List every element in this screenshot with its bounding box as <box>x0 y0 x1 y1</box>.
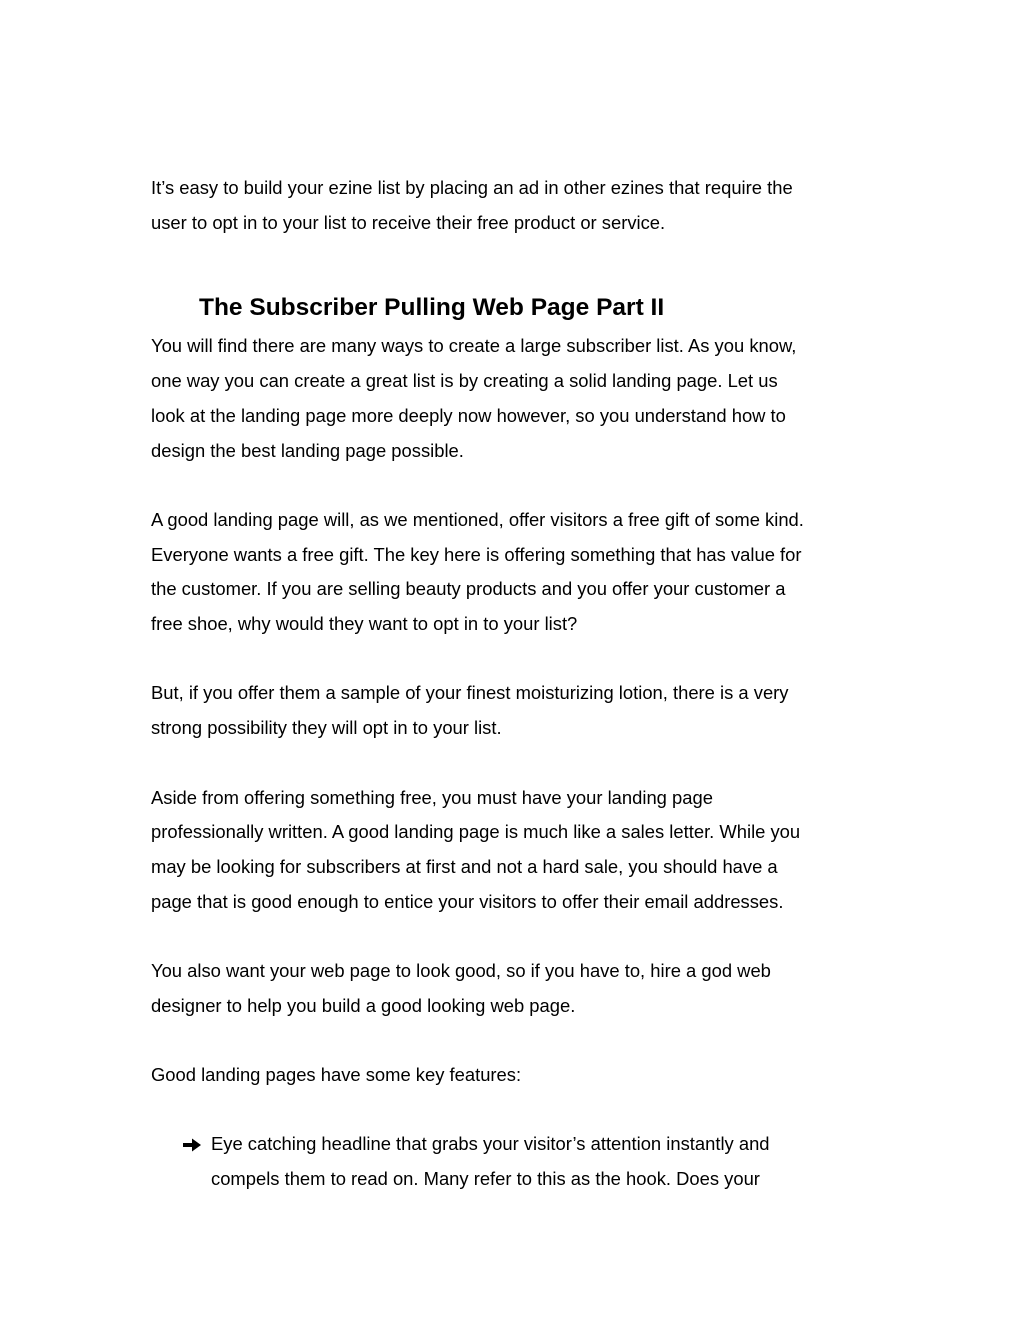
text-line: compels them to read on. Many refer to this as the hook. Does your <box>211 1168 760 1190</box>
body-paragraph <box>151 954 881 1023</box>
text-line: A good landing page will, as we mentioned, offer visitors a free gift of some kind. <box>151 508 804 530</box>
text-line: Everyone wants a free gift. The key here is offering something that has value for <box>151 543 802 565</box>
arrow-right-icon <box>182 1137 202 1153</box>
body-paragraph <box>151 503 881 642</box>
body-paragraph <box>151 781 881 920</box>
text-line: design the best landing page possible. <box>151 439 464 461</box>
section-heading: The Subscriber Pulling Web Page Part II <box>199 294 665 322</box>
intro-paragraph <box>151 171 881 240</box>
text-line: You will find there are many ways to create a large subscriber list. As you know, <box>151 335 797 357</box>
text-line: free shoe, why would they want to opt in to your list? <box>151 613 578 635</box>
text-line: page that is good enough to entice your visitors to offer their email addresses. <box>151 890 784 912</box>
body-paragraph <box>151 329 881 468</box>
feature-list <box>151 1127 881 1196</box>
document-page <box>151 171 881 1197</box>
text-line: may be looking for subscribers at first and not a hard sale, you should have a <box>151 855 778 877</box>
text-line: look at the landing page more deeply now however, so you understand how to <box>151 404 786 426</box>
list-item <box>151 1127 881 1196</box>
text-line: professionally written. A good landing page is much like a sales letter. While you <box>151 821 801 843</box>
text-line: user to opt in to your list to receive their free product or service. <box>151 211 666 233</box>
body-paragraph <box>151 1058 881 1093</box>
body-paragraph <box>151 676 881 745</box>
text-line: Good landing pages have some key features: <box>151 1064 522 1086</box>
text-line: designer to help you build a good looking web page. <box>151 994 576 1016</box>
text-line: But, if you offer them a sample of your finest moisturizing lotion, there is a very <box>151 682 789 704</box>
text-line: one way you can create a great list is by creating a solid landing page. Let us <box>151 370 778 392</box>
text-line: Eye catching headline that grabs your visitor’s attention instantly and <box>211 1133 770 1155</box>
text-line: strong possibility they will opt in to your list. <box>151 717 502 739</box>
text-line: the customer. If you are selling beauty products and you offer your customer a <box>151 578 786 600</box>
text-line: You also want your web page to look good, so if you have to, hire a god web <box>151 960 771 981</box>
text-line: It’s easy to build your ezine list by placing an ad in other ezines that require the <box>151 177 793 198</box>
text-line: Aside from offering something free, you must have your landing page <box>151 786 713 808</box>
